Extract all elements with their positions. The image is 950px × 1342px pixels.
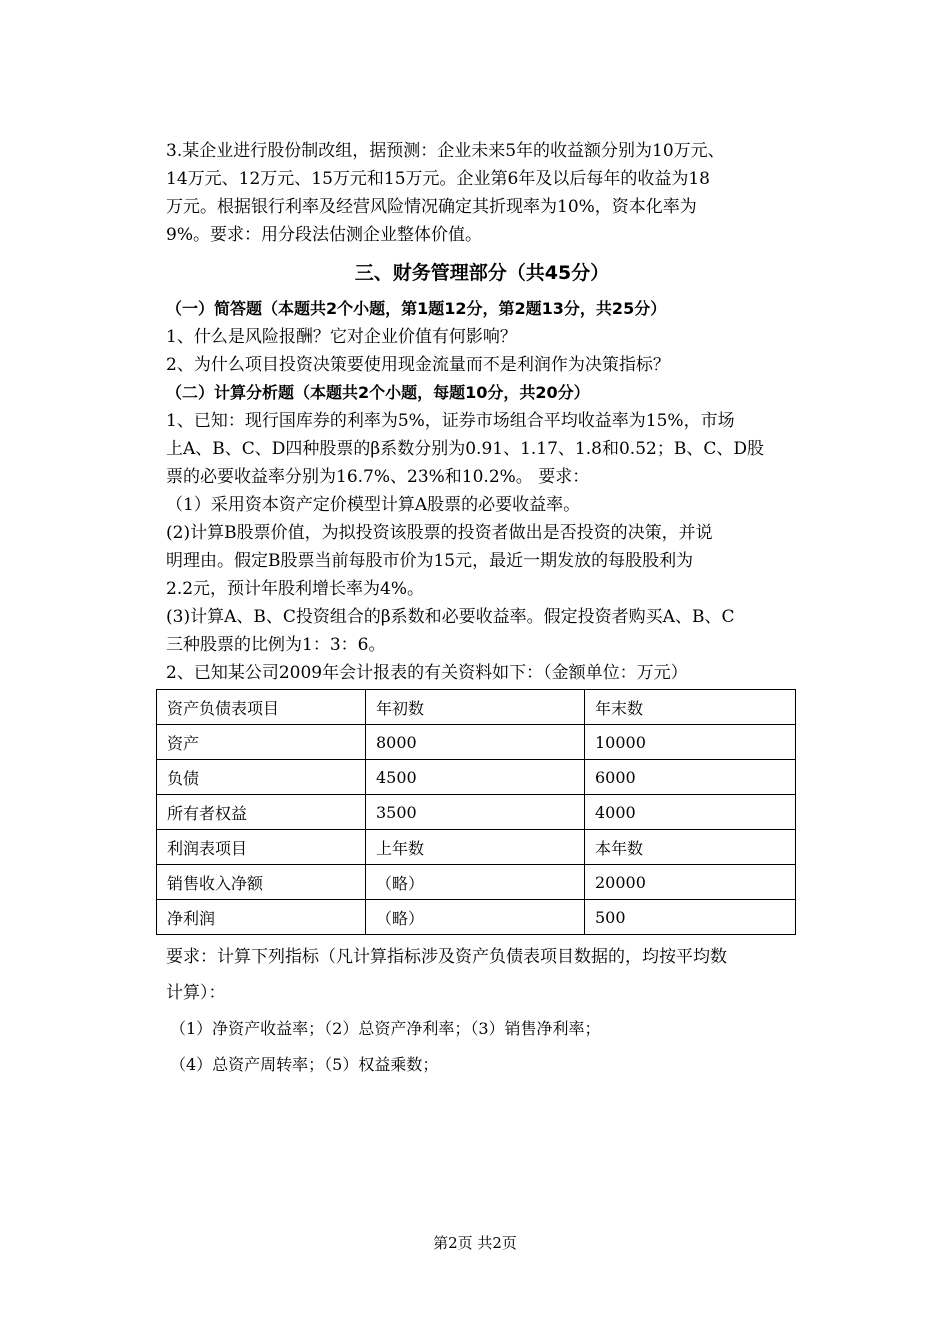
calc-heading: （二）计算分析题（本题共2个小题，每题10分，共20分） [166,383,590,402]
table-row [157,760,796,795]
text-line: 14万元、12万元、15万元和15万元。企业第6年及以后每年的收益为18 [166,169,710,189]
requirement-line: 要求：计算下列指标（凡计算指标涉及资产负债表项目数据的，均按平均数 [166,947,727,967]
table-cell: 20000 [585,865,796,900]
table-cell: 净利润 [157,900,366,935]
table-cell: 3500 [366,795,585,830]
table-cell: 500 [585,900,796,935]
section3-title: 三、财务管理部分（共45分） [354,262,610,284]
text-line: 3.某企业进行股份制改组，据预测：企业未来5年的收益额分别为10万元、 [166,141,725,161]
table-cell: 所有者权益 [157,795,366,830]
table-cell: （略） [366,900,585,935]
calc-q1-sub1: （1）采用资本资产定价模型计算A股票的必要收益率。 [166,495,581,515]
indicator-list: （4）总资产周转率；（5）权益乘数； [170,1055,439,1074]
table-cell: 年末数 [585,690,796,725]
text-line: 9%。要求：用分段法估测企业整体价值。 [166,225,482,245]
table-cell: 负债 [157,760,366,795]
table-cell: 4500 [366,760,585,795]
table-cell: 10000 [585,725,796,760]
table-cell: 上年数 [366,830,585,865]
calc-question-2-intro: 2、已知某公司2009年会计报表的有关资料如下：（金额单位：万元） [166,663,688,683]
indicator-list: （1）净资产收益率；（2）总资产净利率；（3）销售净利率； [170,1019,601,1038]
table-row [157,725,796,760]
table-cell: 资产负债表项目 [157,690,366,725]
short-question-1: 1、什么是风险报酬？它对企业价值有何影响？ [166,327,517,347]
short-question-2: 2、为什么项目投资决策要使用现金流量而不是利润作为决策指标？ [166,355,670,375]
text-line: 明理由。假定B股票当前每股市价为15元，最近一期发放的每股股利为 [166,551,694,571]
page-footer: 第2页 共2页 [433,1234,517,1252]
table-cell: 6000 [585,760,796,795]
text-line: 2.2元，预计年股利增长率为4%。 [166,579,425,599]
text-line: (2)计算B股票价值，为拟投资该股票的投资者做出是否投资的决策，并说 [166,523,713,543]
page-content [166,137,798,1083]
table-row [157,830,796,865]
table-cell: 销售收入净额 [157,865,366,900]
table-cell: 年初数 [366,690,585,725]
table-cell: 4000 [585,795,796,830]
requirement-line: 计算）： [166,983,226,1003]
financial-data-table [156,689,796,935]
short-answer-heading: （一）简答题（本题共2个小题，第1题12分，第2题13分，共25分） [166,299,667,318]
table-cell: 利润表项目 [157,830,366,865]
text-line: 万元。根据银行利率及经营风险情况确定其折现率为10%，资本化率为 [166,197,697,217]
table-cell: （略） [366,865,585,900]
table-row [157,690,796,725]
table-cell: 本年数 [585,830,796,865]
text-line: 票的必要收益率分别为16.7%、23%和10.2%。 要求： [166,467,590,487]
text-line: (3)计算A、B、C投资组合的β系数和必要收益率。假定投资者购买A、B、C [166,607,735,627]
table-row [157,865,796,900]
text-line: 上A、B、C、D四种股票的β系数分别为0.91、1.17、1.8和0.52；B、C、D股 [166,439,764,459]
table-row [157,900,796,935]
text-line: 1、已知：现行国库券的利率为5%，证券市场组合平均收益率为15%，市场 [166,411,735,431]
calc-question-1 [166,407,798,659]
table-cell: 8000 [366,725,585,760]
part2-question-3 [166,137,798,249]
table-cell: 资产 [157,725,366,760]
table-row [157,795,796,830]
text-line: 三种股票的比例为1：3：6。 [166,635,386,655]
